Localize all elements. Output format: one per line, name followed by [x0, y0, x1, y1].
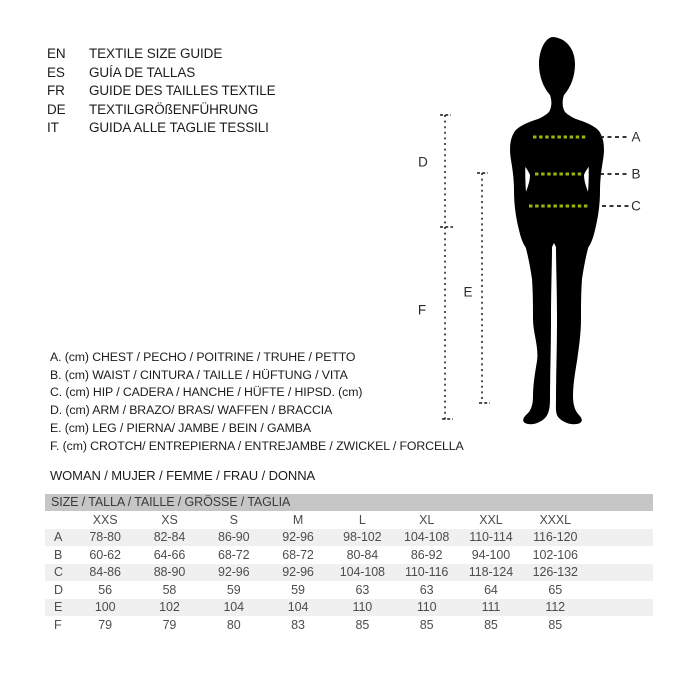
- size-cell: 68-72: [282, 547, 314, 562]
- size-cell: 86-92: [410, 547, 443, 562]
- row-label: B: [54, 547, 63, 562]
- size-cell: 104-108: [339, 565, 385, 580]
- language-code: DE: [47, 101, 66, 117]
- table-row: [45, 599, 653, 617]
- row-label: D: [54, 582, 63, 597]
- row-label: E: [54, 600, 63, 615]
- table-row: [45, 529, 653, 547]
- language-code: IT: [47, 120, 59, 136]
- size-cell: 102: [159, 600, 180, 615]
- size-cell: 80-84: [346, 547, 379, 562]
- size-cell: 92-96: [218, 565, 250, 580]
- size-cell: 80: [226, 617, 241, 632]
- size-cell: 63: [419, 582, 434, 597]
- size-col-header: XXXL: [539, 512, 572, 527]
- size-cell: 110-116: [404, 565, 449, 580]
- size-col-header: S: [229, 512, 238, 527]
- language-row: [47, 82, 276, 101]
- legend-item: F. (cm) CROTCH/ ENTREPIERNA / ENTREJAMBE / ZWICKEL / FORCELLA: [50, 438, 464, 453]
- legend-item: E. (cm) LEG / PIERNA/ JAMBE / BEIN / GAMBA: [50, 420, 311, 435]
- table-row: [45, 616, 653, 634]
- guide-title: GUIDE DES TAILLES TEXTILE: [89, 83, 276, 99]
- size-header-row: [45, 511, 653, 529]
- legend-item: D. (cm) ARM / BRAZO/ BRAS/ WAFFEN / BRACCIA: [50, 403, 333, 418]
- size-cell: 59: [291, 582, 305, 597]
- size-col-header: XXL: [479, 512, 503, 527]
- size-cell: 102-106: [532, 547, 578, 562]
- size-cell: 58: [162, 582, 177, 597]
- table-row: [45, 546, 653, 564]
- size-cell: 79: [98, 617, 112, 632]
- audience-heading: WOMAN / MUJER / FEMME / FRAU / DONNA: [50, 468, 316, 483]
- size-cell: 68-72: [218, 547, 250, 562]
- size-cell: 126-132: [532, 565, 578, 580]
- size-col-header: XS: [161, 512, 178, 527]
- size-col-header: XL: [419, 512, 435, 527]
- size-cell: 110: [352, 600, 373, 615]
- size-cell: 92-96: [282, 565, 314, 580]
- callout-label-chest: A: [631, 129, 641, 145]
- size-cell: 92-96: [282, 530, 314, 545]
- row-label: C: [54, 565, 63, 580]
- size-cell: 110-114: [469, 530, 513, 545]
- legend-item: C. (cm) HIP / CADERA / HANCHE / HÜFTE / HIPSD. (cm): [50, 385, 363, 400]
- size-cell: 83: [291, 617, 305, 632]
- size-cell: 100: [94, 600, 116, 615]
- size-cell: 65: [548, 582, 563, 597]
- size-cell: 111: [481, 600, 501, 615]
- size-table-grid: [45, 511, 653, 634]
- language-row: [47, 64, 276, 83]
- callout-label-leg: E: [463, 284, 473, 300]
- size-cell: 64: [484, 582, 498, 597]
- size-cell: 63: [355, 582, 370, 597]
- table-row: [45, 581, 653, 599]
- size-table: [45, 494, 653, 634]
- language-code: FR: [47, 83, 65, 99]
- size-cell: 86-90: [218, 530, 250, 545]
- size-cell: 85: [484, 617, 498, 632]
- size-cell: 98-102: [343, 530, 382, 545]
- callout-label-crotch: F: [417, 302, 427, 318]
- size-cell: 85: [419, 617, 434, 632]
- size-cell: 104: [287, 600, 309, 615]
- language-row: [47, 45, 276, 64]
- size-cell: 78-80: [89, 530, 121, 545]
- callout-label-waist: B: [631, 166, 641, 182]
- size-cell: 79: [162, 617, 177, 632]
- size-cell: 104: [223, 600, 245, 615]
- size-cell: 118-124: [468, 565, 514, 580]
- size-table-header-bar: SIZE / TALLA / TAILLE / GRÖSSE / TAGLIA: [45, 494, 653, 511]
- measurement-legend: [50, 349, 464, 455]
- language-code: ES: [47, 64, 65, 80]
- size-cell: 94-100: [471, 547, 511, 562]
- size-cell: 116-120: [533, 530, 578, 545]
- size-cell: 85: [355, 617, 370, 632]
- size-cell: 110: [416, 600, 437, 615]
- language-code: EN: [47, 46, 66, 61]
- callout-label-hip: C: [631, 198, 641, 214]
- legend-item: A. (cm) CHEST / PECHO / POITRINE / TRUHE / PETTO: [50, 350, 356, 364]
- callout-label-arm: D: [418, 154, 428, 170]
- size-cell: 56: [98, 582, 112, 597]
- guide-title: TEXTILGRÖßENFÜHRUNG: [89, 101, 259, 117]
- table-row: [45, 564, 653, 582]
- language-title-list: [47, 45, 276, 138]
- size-cell: 60-62: [89, 547, 121, 562]
- size-cell: 88-90: [153, 565, 186, 580]
- size-cell: 59: [226, 582, 241, 597]
- size-cell: 64-66: [153, 547, 186, 562]
- row-label: F: [54, 617, 62, 632]
- size-cell: 85: [548, 617, 563, 632]
- guide-title: GUÍA DE TALLAS: [89, 64, 196, 80]
- language-row: [47, 119, 276, 138]
- guide-title: GUIDA ALLE TAGLIE TESSILI: [89, 120, 269, 136]
- size-col-header: M: [292, 512, 304, 527]
- legend-item: B. (cm) WAIST / CINTURA / TAILLE / HÜFTUNG / VITA: [50, 367, 348, 382]
- language-row: [47, 101, 276, 120]
- size-col-header: XXS: [92, 512, 118, 527]
- row-label: A: [54, 530, 63, 545]
- size-cell: 112: [545, 600, 566, 615]
- size-cell: 84-86: [89, 565, 121, 580]
- size-cell: 82-84: [153, 530, 186, 545]
- size-col-header: L: [358, 512, 366, 527]
- guide-title: TEXTILE SIZE GUIDE: [89, 46, 223, 61]
- size-cell: 104-108: [404, 530, 450, 545]
